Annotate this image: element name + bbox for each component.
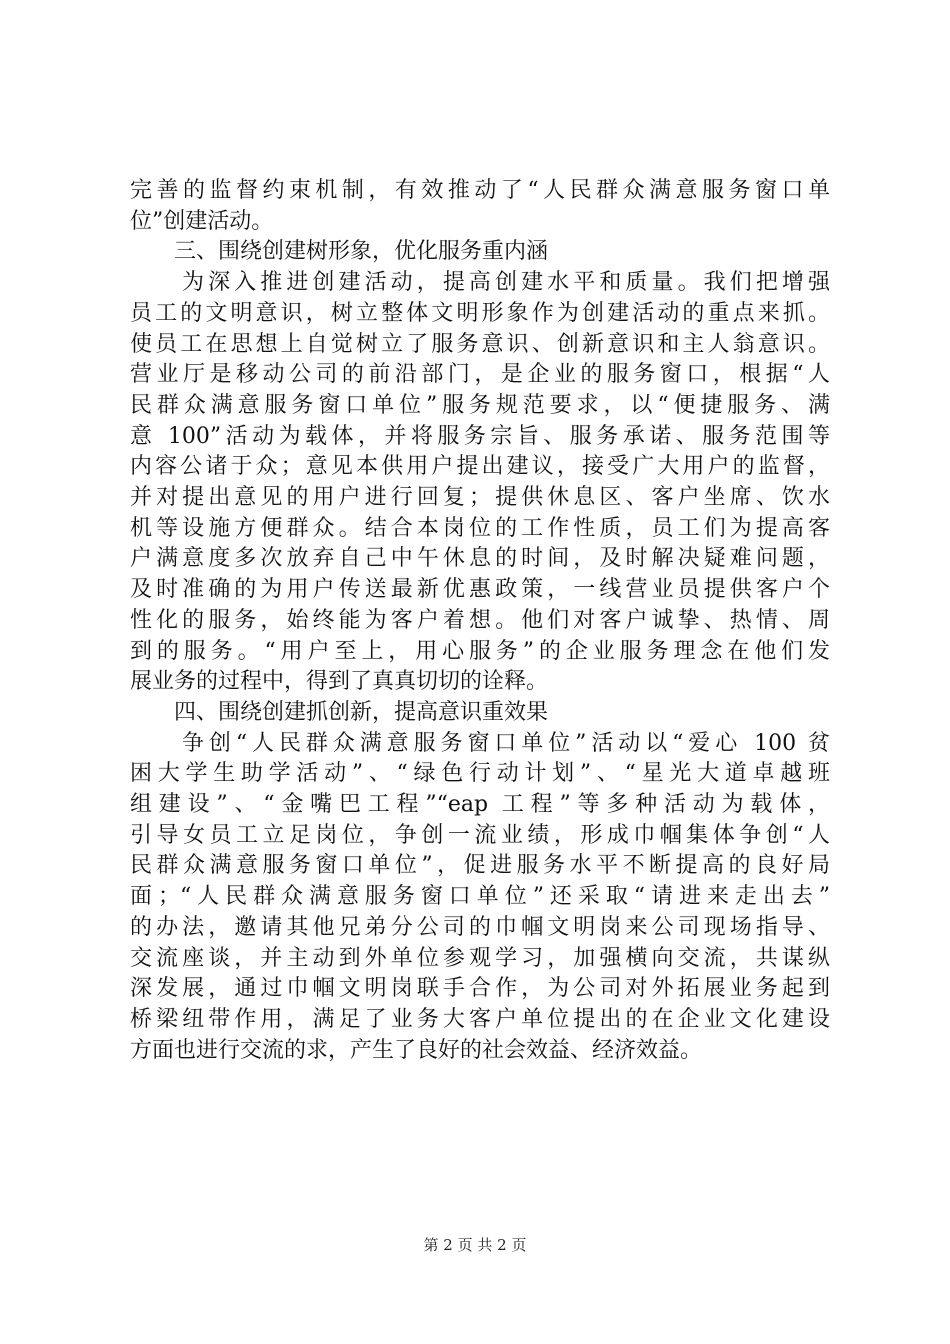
text-line: 的办法，邀请其他兄弟分公司的巾帼文明岗来公司现场指导、 <box>130 914 830 940</box>
text-line: 为深入推进创建活动，提高创建水平和质量。我们把增强 <box>182 270 830 296</box>
body-text <box>130 176 830 1066</box>
text-line: 位”创建活动。 <box>130 208 274 234</box>
text-line: 方面也进行交流的求，产生了良好的社会效益、经济效益。 <box>130 1037 703 1063</box>
text-line: 并对提出意见的用户进行回复；提供休息区、客户坐席、饮水 <box>130 485 830 511</box>
text-line: 意 100”活动为载体，并将服务宗旨、服务承诺、服务范围等 <box>130 423 830 449</box>
text-line: 内容公诸于众；意见本供用户提出建议，接受广大用户的监督， <box>130 454 830 480</box>
page-footer: 第 2 页 共 2 页 <box>423 1236 527 1254</box>
text-line: 桥梁纽带作用，满足了业务大客户单位提出的在企业文化建设 <box>130 1006 830 1032</box>
text-line: 性化的服务，始终能为客户着想。他们对客户诚挚、热情、周 <box>130 607 830 633</box>
text-line: 引导女员工立足岗位，争创一流业绩，形成巾帼集体争创“人 <box>130 822 830 848</box>
text-line: 面；“人民群众满意服务窗口单位”还采取“请进来走出去” <box>130 884 830 910</box>
text-line: 营业厅是移动公司的前沿部门，是企业的服务窗口，根据“人 <box>130 362 830 388</box>
text-line: 员工的文明意识，树立整体文明形象作为创建活动的重点来抓。 <box>130 300 830 326</box>
text-line: 展业务的过程中，得到了真真切切的诠释。 <box>130 669 549 695</box>
text-line: 及时准确的为用户传送最新优惠政策，一线营业员提供客户个 <box>130 577 830 603</box>
text-line: 组建设”、“金嘴巴工程”“eap 工程”等多种活动为载体， <box>130 792 830 818</box>
section-heading: 三、围绕创建树形象，优化服务重内涵 <box>174 239 549 265</box>
section-heading: 四、围绕创建抓创新，提高意识重效果 <box>174 699 549 725</box>
text-line: 户满意度多次放弃自己中午休息的时间，及时解决疑难问题， <box>130 546 830 572</box>
text-line: 深发展，通过巾帼文明岗联手合作，为公司对外拓展业务起到 <box>130 976 830 1002</box>
text-line: 机等设施方便群众。结合本岗位的工作性质，员工们为提高客 <box>130 515 830 541</box>
text-line: 民群众满意服务窗口单位”，促进服务水平不断提高的良好局 <box>130 853 830 879</box>
text-line: 民群众满意服务窗口单位”服务规范要求，以“便捷服务、满 <box>130 392 830 418</box>
text-line: 争创“人民群众满意服务窗口单位”活动以“爱心 100 贫 <box>182 730 830 756</box>
text-line: 交流座谈，并主动到外单位参观学习，加强横向交流，共谋纵 <box>130 945 830 971</box>
text-line: 使员工在思想上自觉树立了服务意识、创新意识和主人翁意识。 <box>130 331 830 357</box>
text-line: 到的服务。“用户至上，用心服务”的企业服务理念在他们发 <box>130 638 830 664</box>
text-line: 困大学生助学活动”、“绿色行动计划”、“星光大道卓越班 <box>130 761 830 787</box>
text-line: 完善的监督约束机制，有效推动了“人民群众满意服务窗口单 <box>130 178 830 203</box>
